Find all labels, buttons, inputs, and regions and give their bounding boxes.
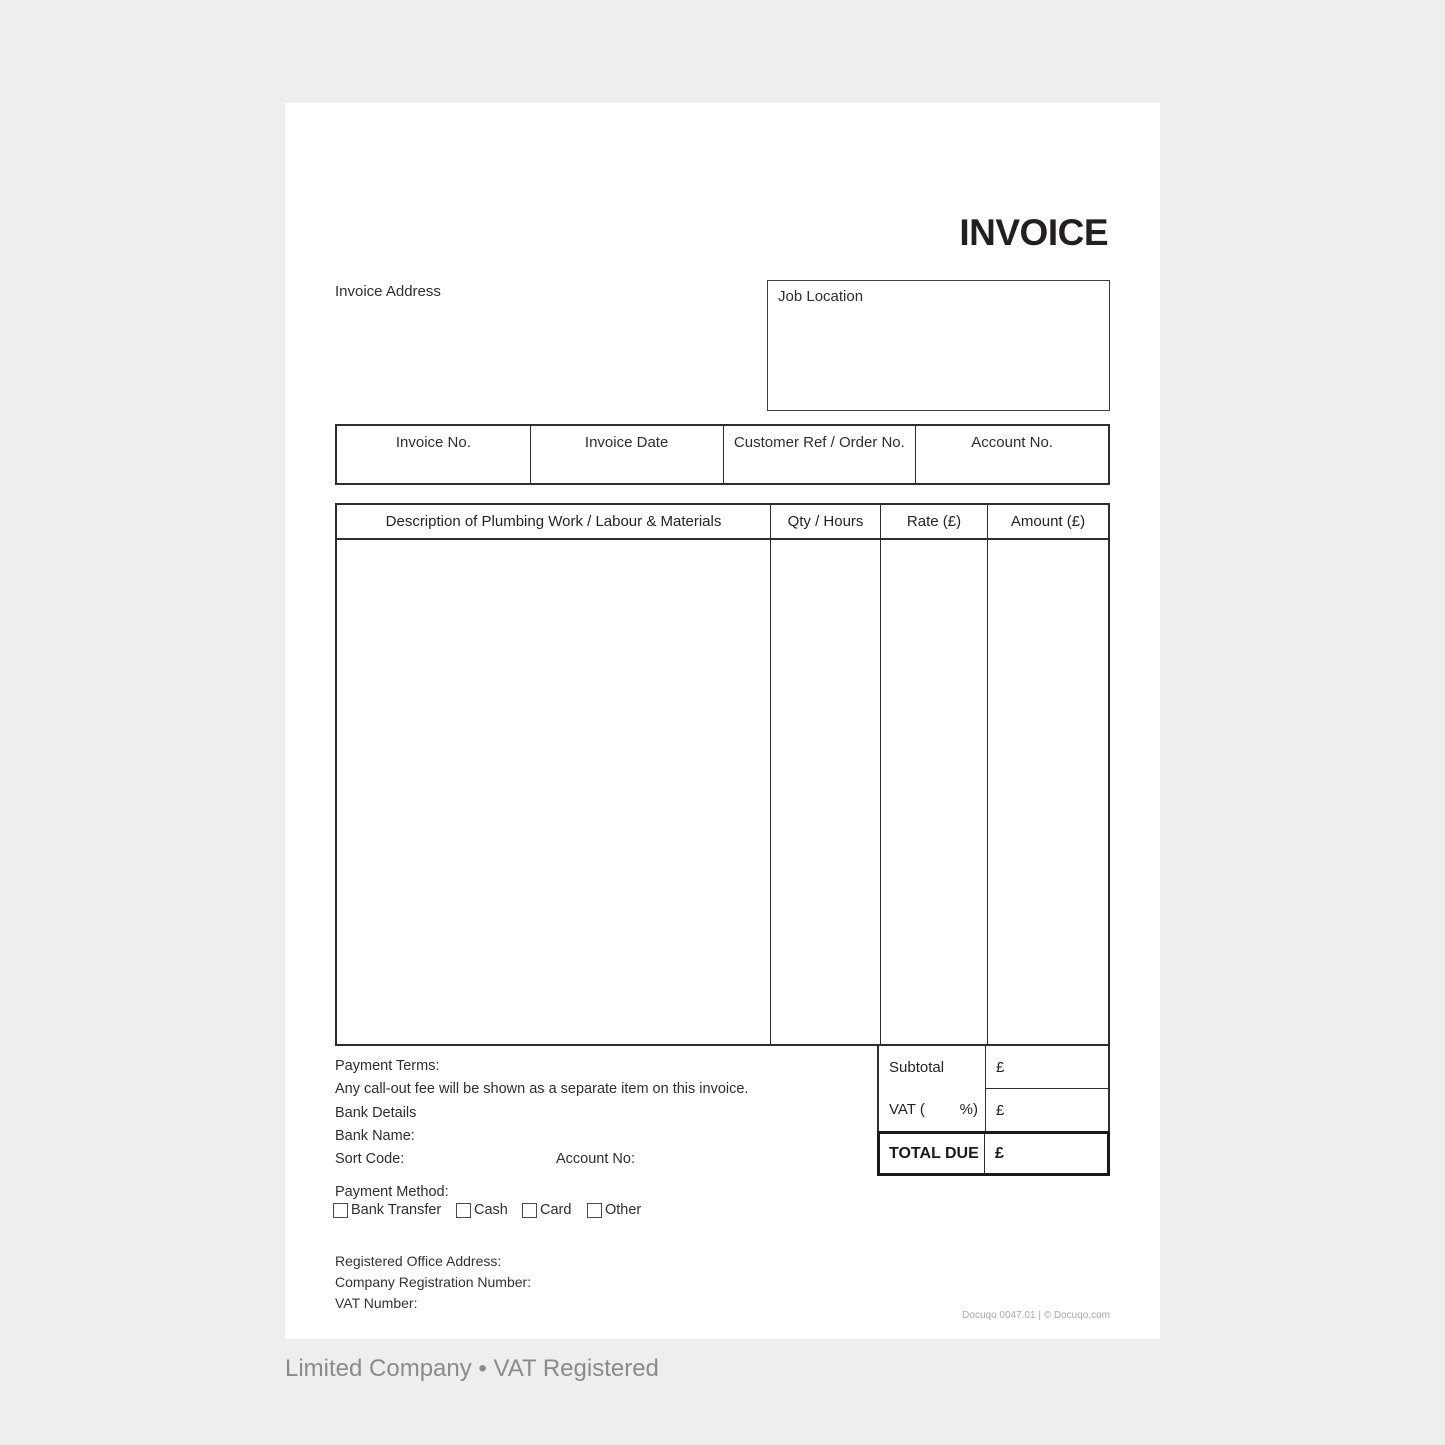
sort-code-line — [335, 1151, 635, 1167]
method-card — [522, 1203, 571, 1218]
totals-values-column — [985, 1046, 1108, 1131]
callout-fee-note: Any call-out fee will be shown as a separate item on this invoice. — [335, 1081, 749, 1097]
customer-ref-header: Customer Ref / Order No. — [733, 434, 905, 451]
subtotal-currency: £ — [996, 1058, 1005, 1076]
payment-method-label: Payment Method: — [335, 1184, 449, 1200]
totals-upper-rows — [877, 1044, 1110, 1133]
company-registration-label: Company Registration Number: — [335, 1274, 532, 1290]
card-checkbox[interactable] — [522, 1203, 537, 1218]
method-other — [587, 1203, 641, 1218]
vat-value-cell[interactable] — [986, 1088, 1108, 1131]
method-cash — [456, 1203, 508, 1218]
sort-code-label: Sort Code: — [335, 1151, 405, 1167]
subtotal-label: Subtotal — [889, 1058, 945, 1076]
invoice-date-cell[interactable] — [530, 426, 723, 483]
amount-entry-area[interactable] — [988, 540, 1108, 1044]
subtotal-value-cell[interactable] — [986, 1046, 1108, 1088]
customer-ref-cell[interactable] — [723, 426, 916, 483]
vat-currency: £ — [996, 1101, 1005, 1119]
other-checkbox[interactable] — [587, 1203, 602, 1218]
description-entry-area[interactable] — [337, 540, 770, 1044]
vat-number-label: VAT Number: — [335, 1295, 418, 1311]
invoice-address-label: Invoice Address — [335, 283, 441, 300]
card-label: Card — [540, 1202, 572, 1218]
total-due-row — [877, 1131, 1110, 1176]
totals-labels-column — [879, 1046, 985, 1131]
rate-column — [880, 505, 987, 1044]
description-header: Description of Plumbing Work / Labour & Materials — [337, 505, 770, 540]
vat-label-close: %) — [959, 1101, 978, 1119]
account-no-header: Account No. — [971, 434, 1053, 451]
invoice-no-header: Invoice No. — [395, 434, 471, 451]
bank-transfer-label: Bank Transfer — [351, 1202, 442, 1218]
cash-label: Cash — [474, 1202, 508, 1218]
invoice-page — [285, 103, 1160, 1339]
page-caption: Limited Company • VAT Registered — [285, 1355, 659, 1382]
qty-hours-column — [770, 505, 880, 1044]
page-title: INVOICE — [959, 212, 1108, 253]
payment-terms-label: Payment Terms: — [335, 1058, 440, 1074]
payment-method-options — [333, 1203, 1033, 1220]
account-no-cell[interactable] — [915, 426, 1108, 483]
qty-hours-entry-area[interactable] — [771, 540, 880, 1044]
vat-label — [879, 1089, 985, 1132]
bank-transfer-checkbox[interactable] — [333, 1203, 348, 1218]
vat-label-open: VAT ( — [889, 1101, 925, 1119]
method-bank-transfer — [333, 1203, 441, 1218]
total-due-value-cell[interactable] — [984, 1134, 1107, 1173]
rate-entry-area[interactable] — [881, 540, 987, 1044]
invoice-info-table — [335, 424, 1110, 485]
job-location-box[interactable] — [767, 280, 1110, 411]
qty-hours-header: Qty / Hours — [771, 505, 880, 540]
other-label: Other — [605, 1202, 642, 1218]
amount-header: Amount (£) — [988, 505, 1108, 540]
line-items-table — [335, 503, 1110, 1046]
job-location-label: Job Location — [778, 288, 864, 305]
invoice-no-cell[interactable] — [337, 426, 530, 483]
invoice-date-header: Invoice Date — [584, 434, 669, 451]
cash-checkbox[interactable] — [456, 1203, 471, 1218]
totals-table — [877, 1044, 1110, 1176]
rate-header: Rate (£) — [881, 505, 987, 540]
registered-office-label: Registered Office Address: — [335, 1253, 502, 1269]
description-column — [337, 505, 770, 1044]
bank-name-label: Bank Name: — [335, 1128, 415, 1144]
document-reference-meta: Docuqo 0047.01 | © Docuqo.com — [962, 1310, 1110, 1321]
account-no-label: Account No: — [556, 1151, 635, 1167]
amount-column — [987, 505, 1108, 1044]
total-due-label: TOTAL DUE — [889, 1144, 979, 1162]
bank-details-label: Bank Details — [335, 1105, 417, 1121]
total-due-currency: £ — [995, 1144, 1004, 1162]
